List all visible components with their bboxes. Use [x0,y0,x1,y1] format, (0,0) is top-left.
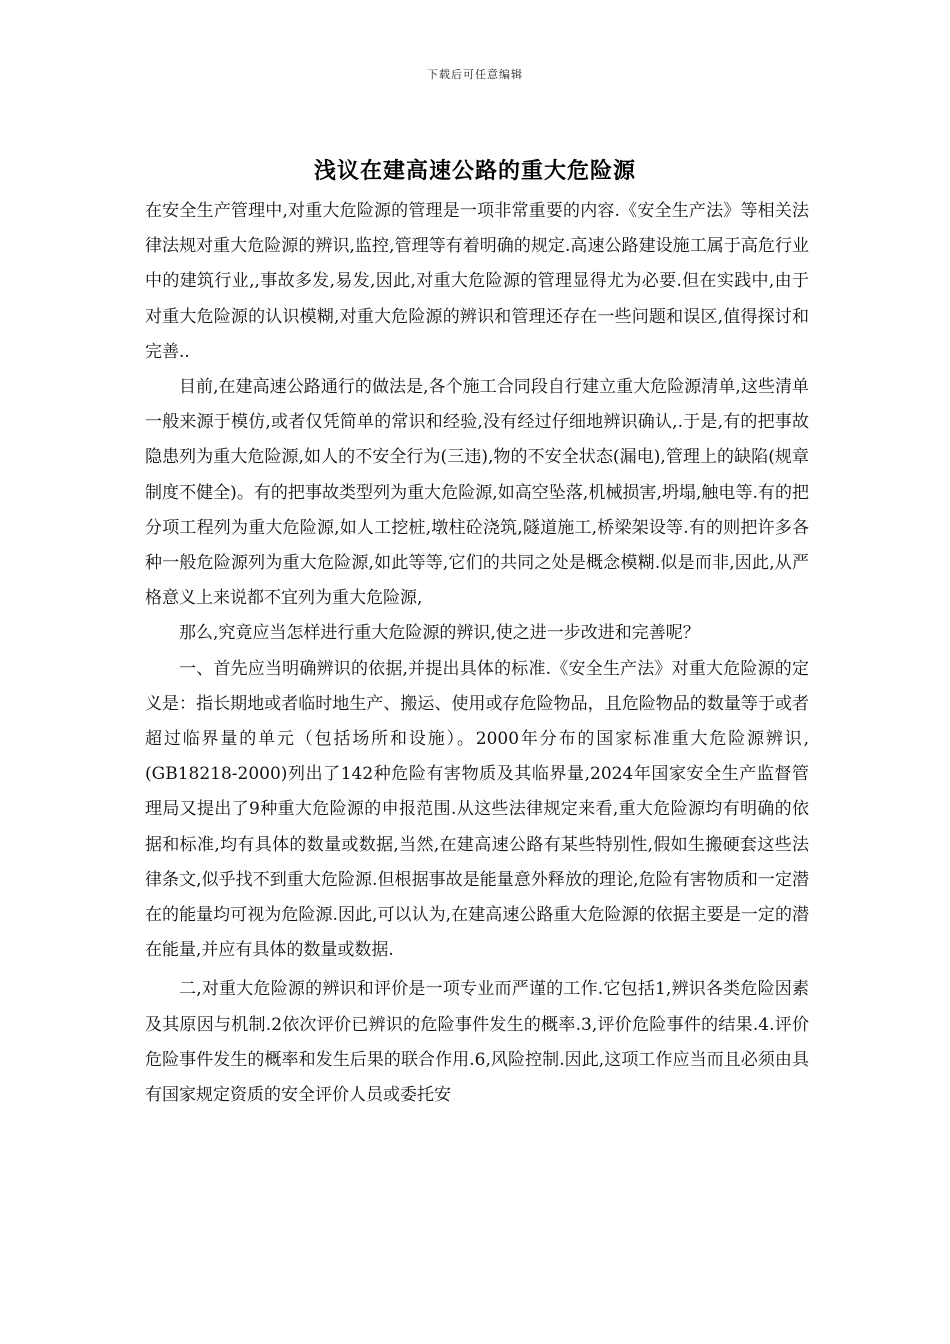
paragraph-section-two: 二,对重大危险源的辨识和评价是一项专业而严谨的工作.它包括1,辨识各类危险因素及其原因与机制.2依次评价已辨识的危险事件发生的概率.3,评价危险事件的结果.4.评价危险事件发生的概率和发生后果的联合作用.6,风险控制.因此,这项工作应当而且必须由具有国家规定资质的安全评价人员或委托安 [145,979,809,1106]
page-header-note: 下载后可任意编辑 [427,68,523,81]
document-body [145,194,809,1113]
document-title: 浅议在建高速公路的重大危险源 [313,158,636,184]
paragraph-intro: 在安全生产管理中,对重大危险源的管理是一项非常重要的内容.《安全生产法》等相关法律法规对重大危险源的辨识,监控,管理等有着明确的规定.高速公路建设施工属于高危行业中的建筑行业,,事故多发,易发,因此,对重大危险源的管理显得尤为必要.但在实践中,由于对重大危险源的认识模糊,对重大危险源的辨识和管理还存在一些问题和误区,值得探讨和完善.. [145,201,809,362]
paragraph-current-practice: 目前,在建高速公路通行的做法是,各个施工合同段自行建立重大危险源清单,这些清单一般来源于模仿,或者仅凭简单的常识和经验,没有经过仔细地辨识确认,.于是,有的把事故隐患列为重大危险源,如人的不安全行为(三违),物的不安全状态(漏电),管理上的缺陷(规章制度不健全)。有的把事故类型列为重大危险源,如高空坠落,机械损害,坍塌,触电等.有的把分项工程列为重大危险源,如人工挖桩,墩柱砼浇筑,隧道施工,桥梁架设等.有的则把许多各种一般危险源列为重大危险源,如此等等,它们的共同之处是概念模糊.似是而非,因此,从严格意义上来说都不宜列为重大危险源, [145,377,809,609]
paragraph-section-one: 一、首先应当明确辨识的依据,并提出具体的标准.《安全生产法》对重大危险源的定义是：指长期地或者临时地生产、搬运、使用或存危险物品，且危险物品的数量等于或者超过临界量的单元（包括场所和设施）。2000年分布的国家标准重大危险源辨识,(GB18218-2000)列出了142种危险有害物质及其临界量,2024年国家安全生产监督管理局又提出了9种重大危险源的申报范围.从这些法律规定来看,重大危险源均有明确的依据和标准,均有具体的数量或数据,当然,在建高速公路有某些特别性,假如生搬硬套这些法律条文,似乎找不到重大危险源.但根据事故是能量意外释放的理论,危险有害物质和一定潜在的能量均可视为危险源.因此,可以认为,在建高速公路重大危险源的依据主要是一定的潜在能量,并应有具体的数量或数据. [145,658,809,961]
paragraph-question: 那么,究竟应当怎样进行重大危险源的辨识,使之进一步改进和完善呢？ [179,623,700,644]
